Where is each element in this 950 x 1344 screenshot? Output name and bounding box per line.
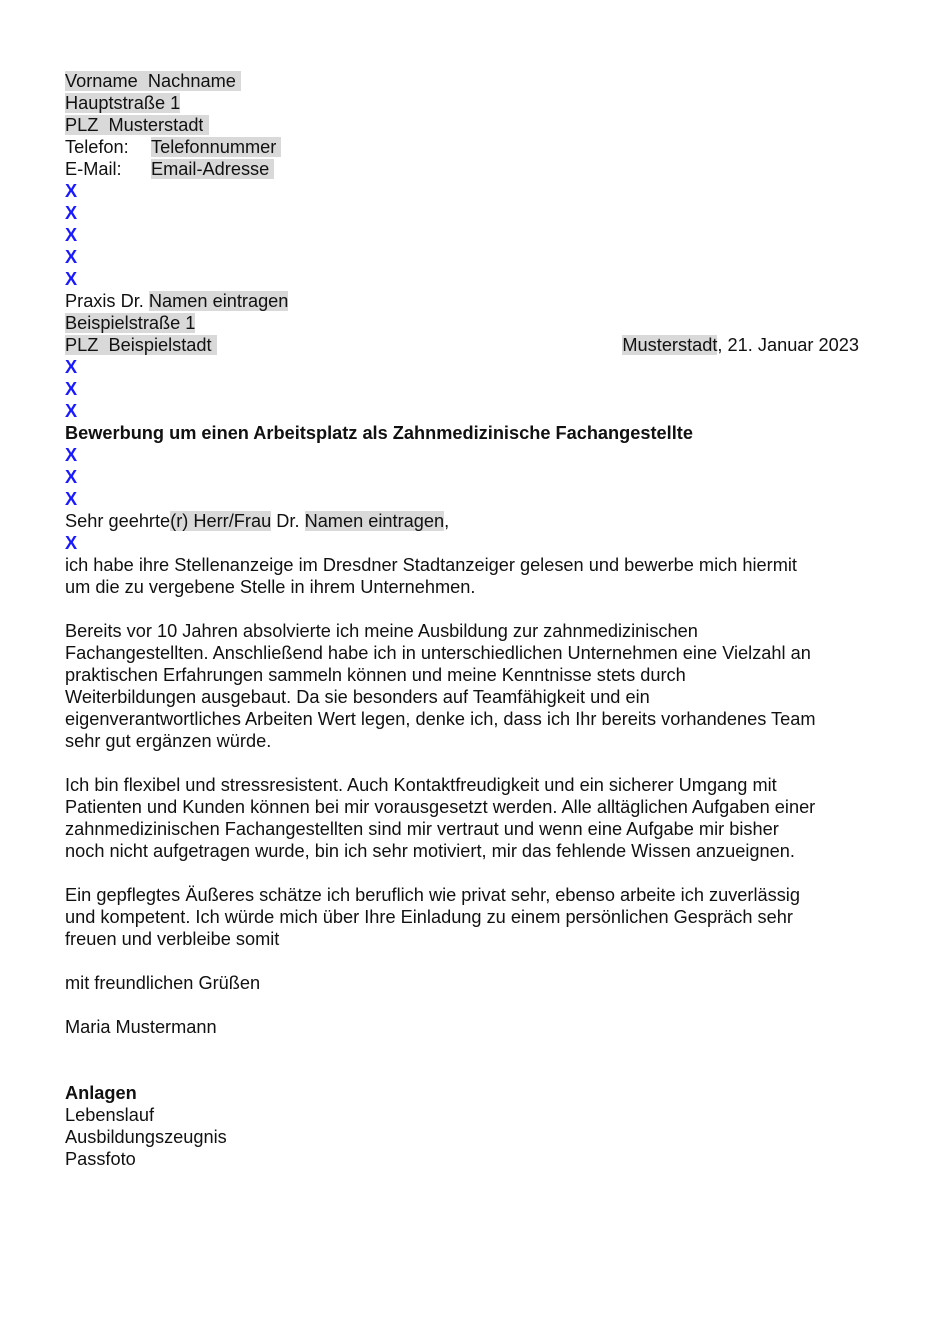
- body-line: ich habe ihre Stellenanzeige im Dresdner Stadtanzeiger gelesen und bewerbe mich hiermit: [65, 555, 797, 575]
- attachments-heading: Anlagen: [65, 1083, 137, 1103]
- placeholder-mark: X: [65, 269, 78, 289]
- sender-phone-line: [65, 136, 865, 158]
- sender-street: Hauptstraße 1: [65, 93, 181, 113]
- closing-paragraph: [65, 972, 865, 994]
- letter-content: [65, 70, 865, 1170]
- placeholder-mark: X: [65, 379, 78, 399]
- placeholder-mark: X: [65, 401, 78, 421]
- placeholder-mark: X: [65, 357, 78, 377]
- recipient-city: Beispielstadt: [108, 335, 212, 355]
- body-line: Fachangestellten. Anschließend habe ich in unterschiedlichen Unternehmen eine Vielzahl an: [65, 643, 811, 663]
- sender-city-line: [65, 114, 865, 136]
- date-rest: , 21. Januar 2023: [717, 335, 859, 355]
- body-paragraph-4: [65, 884, 865, 950]
- sender-city: Musterstadt: [108, 115, 204, 135]
- body-line: Patienten und Kunden können bei mir vorausgesetzt werden. Alle alltäglichen Aufgaben einer: [65, 797, 816, 817]
- date-city: Musterstadt: [622, 335, 718, 355]
- body-paragraph-3: [65, 774, 865, 862]
- sender-plz: PLZ: [65, 115, 99, 135]
- body-line: Weiterbildungen ausgebaut. Da sie besonders auf Teamfähigkeit und ein: [65, 687, 650, 707]
- attachment-item: Passfoto: [65, 1149, 136, 1169]
- recipient-name-line: [65, 290, 865, 312]
- body-line: Ich bin flexibel und stressresistent. Auch Kontaktfreudigkeit und ein sicherer Umgang mit: [65, 775, 777, 795]
- sender-email-label: E-Mail:: [65, 159, 122, 179]
- body-paragraph-2: [65, 620, 865, 752]
- sender-email-line: [65, 158, 865, 180]
- recipient-name: Namen eintragen: [148, 291, 289, 311]
- sender-last-name: Nachname: [147, 71, 236, 91]
- salutation: Sehr geehrte(r) Herr/Frau Dr. Namen eintragen,: [65, 511, 450, 531]
- body-line: freuen und verbleibe somit: [65, 929, 280, 949]
- placeholder-mark: X: [65, 489, 78, 509]
- body-line: Ein gepflegtes Äußeres schätze ich beruflich wie privat sehr, ebenso arbeite ich zuverlässig: [65, 885, 800, 905]
- body-line: praktischen Erfahrungen sammeln können und meine Kenntnisse stets durch: [65, 665, 686, 685]
- placeholder-mark: X: [65, 203, 78, 223]
- salutation-gender: (r) Herr/Frau: [170, 511, 272, 531]
- placeholder-mark: X: [65, 445, 78, 465]
- sender-street-line: [65, 92, 865, 114]
- placeholder-mark: X: [65, 225, 78, 245]
- placeholder-mark: X: [65, 247, 78, 267]
- attachment-item: Ausbildungszeugnis: [65, 1127, 227, 1147]
- body-line: sehr gut ergänzen würde.: [65, 731, 272, 751]
- letter-subject: Bewerbung um einen Arbeitsplatz als Zahnmedizinische Fachangestellte: [65, 423, 693, 443]
- salutation-name: Namen eintragen: [304, 511, 445, 531]
- body-line: eigenverantwortliches Arbeiten Wert legen, denke ich, dass ich Ihr bereits vorhandenes Team: [65, 709, 816, 729]
- closing: mit freundlichen Grüßen: [65, 973, 261, 993]
- sender-first-name: Vorname: [65, 71, 138, 91]
- sender-phone-value: Telefonnummer: [151, 137, 277, 157]
- recipient-plz: PLZ: [65, 335, 99, 355]
- body-line: und kompetent. Ich würde mich über Ihre Einladung zu einem persönlichen Gespräch sehr: [65, 907, 793, 927]
- body-line: um die zu vergebene Stelle in ihrem Unternehmen.: [65, 577, 476, 597]
- recipient-street: Beispielstraße 1: [65, 313, 196, 333]
- body-line: Bereits vor 10 Jahren absolvierte ich meine Ausbildung zur zahnmedizinischen: [65, 621, 698, 641]
- body-line: zahnmedizinischen Fachangestellten sind mir vertraut und wenn eine Aufgabe mir bisher: [65, 819, 779, 839]
- letter-date: [622, 334, 859, 356]
- sender-name-line: [65, 70, 865, 92]
- attachment-item: Lebenslauf: [65, 1105, 154, 1125]
- recipient-city-line: [65, 334, 865, 356]
- recipient-prefix: Praxis Dr.: [65, 291, 149, 311]
- signature: Maria Mustermann: [65, 1017, 217, 1037]
- placeholder-mark: X: [65, 467, 78, 487]
- placeholder-mark: X: [65, 181, 78, 201]
- sender-email-value: Email-Adresse: [151, 159, 270, 179]
- sender-phone-label: Telefon:: [65, 137, 129, 157]
- recipient-street-line: [65, 312, 865, 334]
- body-line: noch nicht aufgetragen wurde, bin ich sehr motiviert, mir das fehlende Wissen anzueignen.: [65, 841, 795, 861]
- placeholder-mark: X: [65, 533, 78, 553]
- body-paragraph-1: [65, 554, 865, 598]
